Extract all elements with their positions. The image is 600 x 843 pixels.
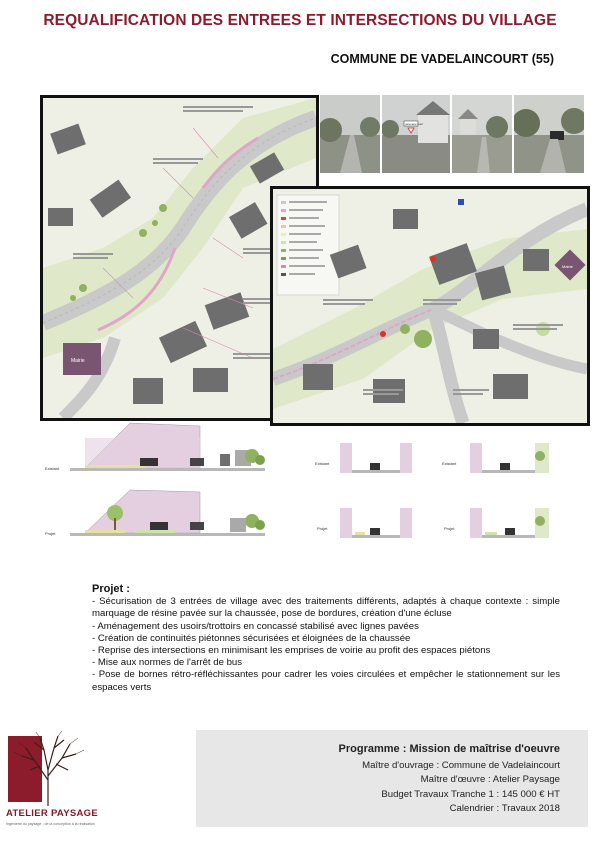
site-photo-1	[320, 95, 380, 173]
logo-tagline: Ingénierie du paysage - de la conception à la réalisation	[6, 822, 95, 826]
section-a-existant	[45, 423, 265, 471]
projet-item: - Mise aux normes de l'arrêt de bus	[92, 657, 243, 669]
site-photo-4	[514, 95, 584, 173]
section-c-existant-label: Existant	[442, 461, 457, 466]
site-photo-2	[382, 95, 450, 173]
page-title: REQUALIFICATION DES ENTREES ET INTERSECTIONS DU VILLAGE	[43, 12, 557, 29]
village-sign-text: VADELAINCOURT	[405, 124, 424, 126]
projet-item: - Pose de bornes rétro-réfléchissantes pour cadrer les voies circulées et empêcher le stationnement sur les espaces verts	[92, 669, 560, 693]
maitre-oeuvre: Maître d'œuvre : Atelier Paysage	[420, 774, 560, 786]
logo-name: ATELIER PAYSAGE	[6, 808, 98, 819]
budget: Budget Travaux Tranche 1 : 145 000 € HT	[381, 788, 560, 800]
plan-map-intersection-drawing	[273, 189, 587, 423]
projet-description	[92, 583, 560, 694]
programme-box	[196, 730, 588, 827]
maitre-ouvrage: Maître d'ouvrage : Commune de Vadelaincourt	[362, 759, 560, 771]
section-b	[315, 443, 412, 538]
tree-logo-icon	[4, 730, 92, 808]
section-c	[442, 443, 549, 538]
projet-item: - Sécurisation de 3 entrées de village avec des traitements différents, adaptés à chaque contexte : simple marquage de résine pavée sur la chaussée, pose de bordures, création d'une écluse	[92, 596, 560, 620]
projet-item: - Aménagement des usoirs/trottoirs en concassé stabilisé avec lignes pavées	[92, 620, 419, 632]
section-a-projet	[45, 490, 265, 536]
mairie-label-2: Mairie	[562, 264, 573, 269]
section-a-projet-label: Projet	[45, 531, 56, 536]
site-photo-3	[452, 95, 512, 173]
section-c-projet-label: Projet	[444, 526, 455, 531]
commune-subtitle: COMMUNE DE VADELAINCOURT (55)	[330, 52, 554, 66]
section-b-existant-label: Existant	[315, 461, 330, 466]
section-a-existant-label: Existant	[45, 466, 60, 471]
programme-title: Programme : Mission de maîtrise d'oeuvre	[338, 743, 560, 755]
projet-heading: Projet :	[92, 583, 130, 595]
plan-map-intersection	[270, 186, 590, 426]
section-b-projet-label: Projet	[317, 526, 328, 531]
projet-item: - Création de continuités piétonnes sécurisées et éloignées de la chaussée	[92, 632, 411, 644]
mairie-label-1: Mairie	[71, 358, 85, 364]
cross-sections	[40, 418, 585, 578]
projet-item: - Reprise des intersections en minimisant les emprises de voirie au profit des espaces piétons	[92, 645, 491, 657]
calendrier: Calendrier : Travaux 2018	[449, 803, 560, 815]
